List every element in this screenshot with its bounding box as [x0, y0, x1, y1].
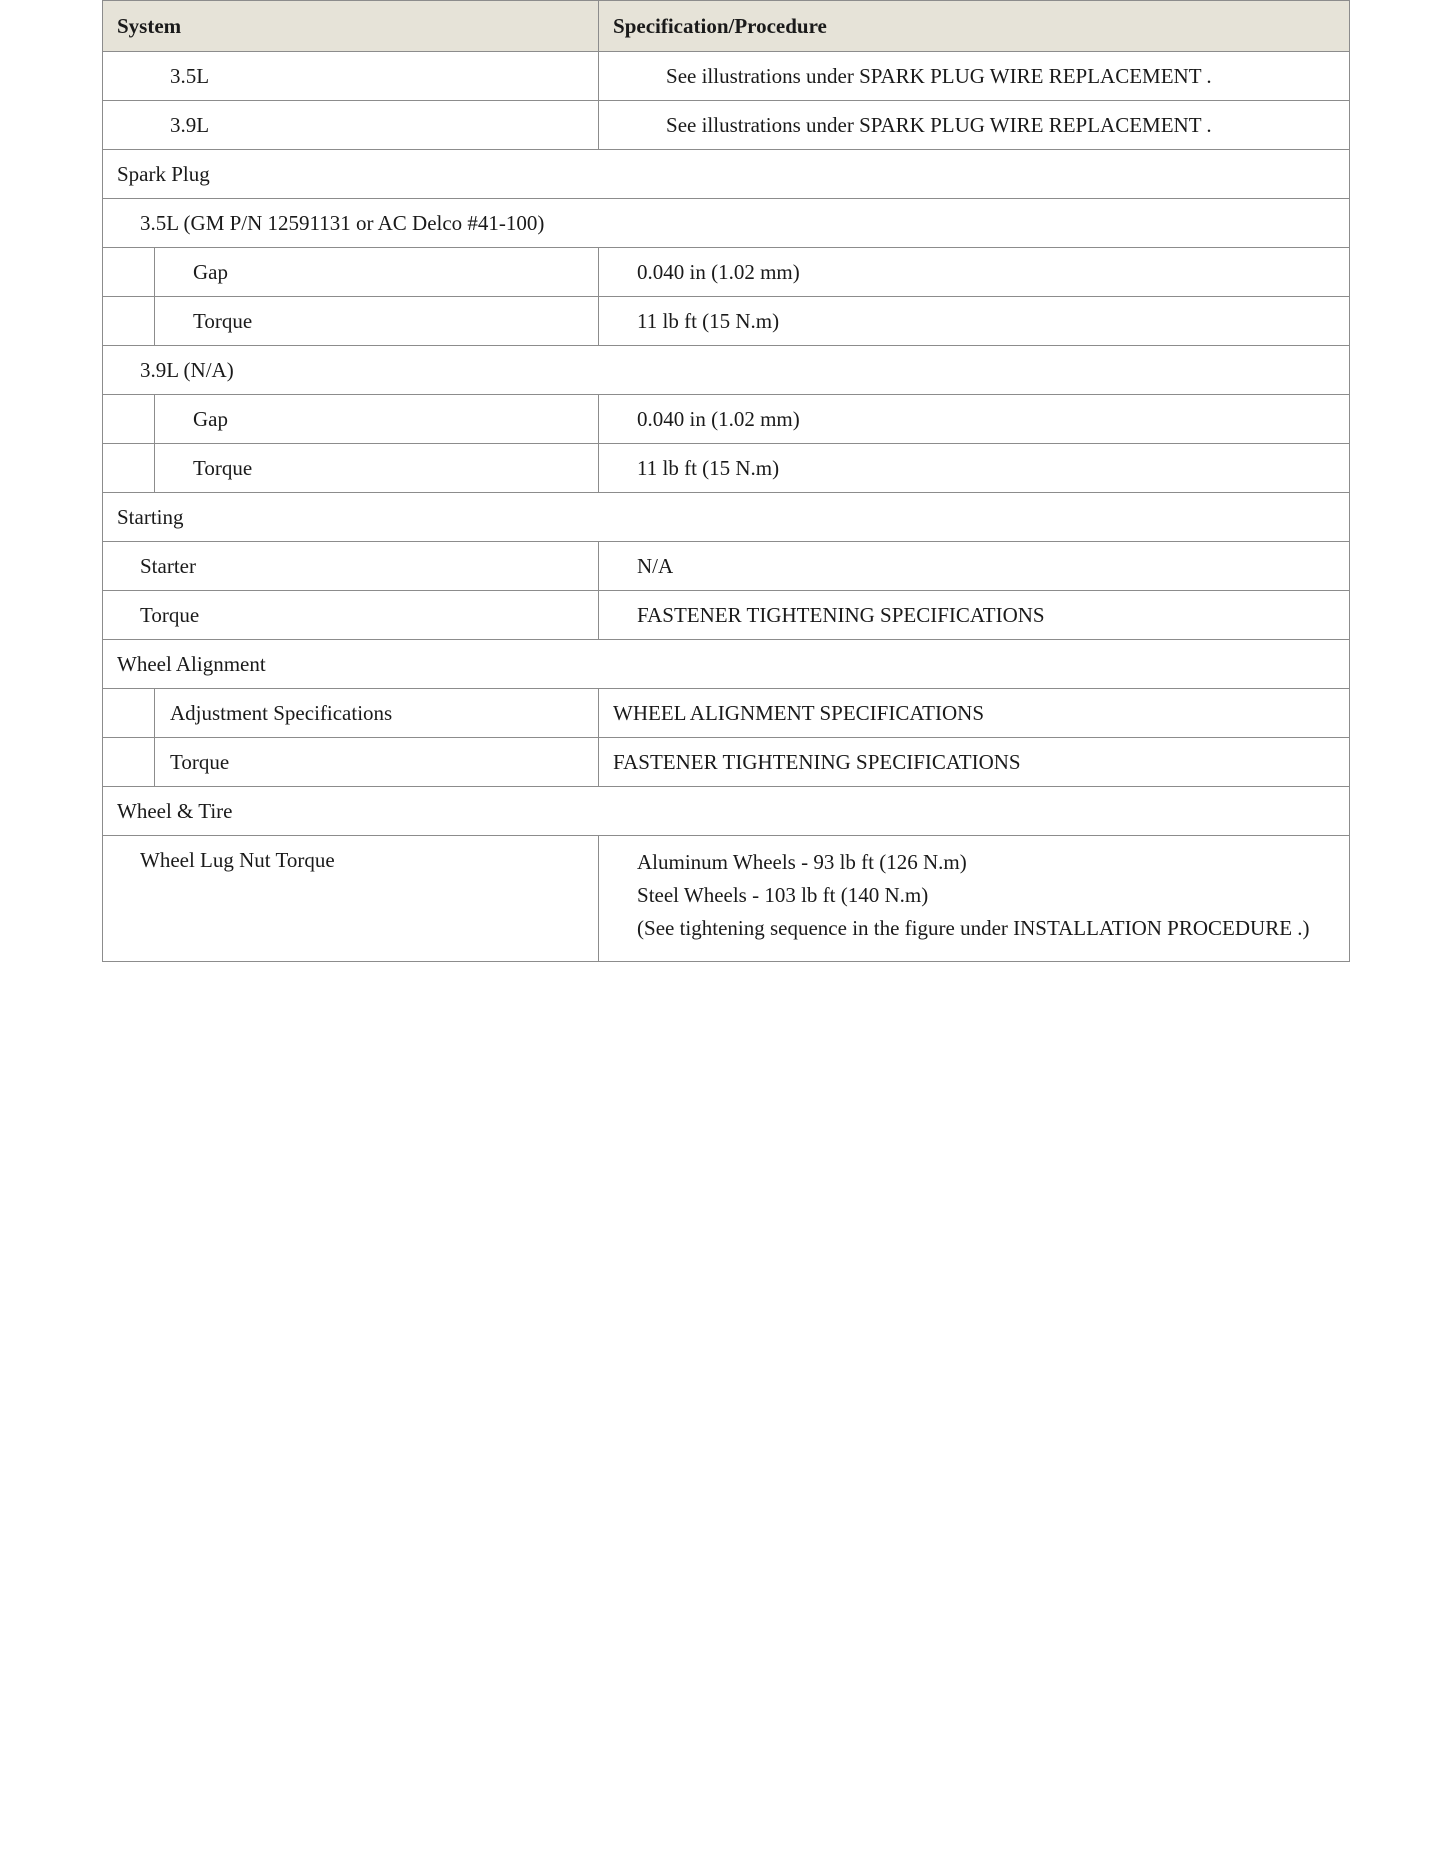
table-row: [103, 542, 1350, 591]
indent-cell: [103, 444, 155, 493]
table-row: [103, 689, 1350, 738]
indent-cell: [103, 248, 155, 297]
section-row: [103, 640, 1350, 689]
subsection-spark-plug-3-5l: 3.5L (GM P/N 12591131 or AC Delco #41-100): [103, 199, 1350, 248]
starter-label: Starter: [103, 542, 599, 591]
lug-nut-torque-value: [599, 836, 1350, 962]
table-header-row: [103, 1, 1350, 52]
lug-nut-torque-label: Wheel Lug Nut Torque: [103, 836, 599, 962]
row-system-3-9l: 3.9L: [103, 101, 599, 150]
indent-cell: [103, 738, 155, 787]
torque-value: 11 lb ft (15 N.m): [599, 444, 1350, 493]
aluminum-wheels-line: Aluminum Wheels - 93 lb ft (126 N.m): [637, 850, 967, 874]
table-row: [103, 52, 1350, 101]
table-row: [103, 297, 1350, 346]
subsection-row: [103, 346, 1350, 395]
table-row: [103, 738, 1350, 787]
header-specification: Specification/Procedure: [599, 1, 1350, 52]
section-wheel-alignment: Wheel Alignment: [103, 640, 1350, 689]
alignment-torque-value: FASTENER TIGHTENING SPECIFICATIONS: [599, 738, 1350, 787]
torque-label: Torque: [155, 297, 599, 346]
starting-torque-label: Torque: [103, 591, 599, 640]
section-wheel-tire: Wheel & Tire: [103, 787, 1350, 836]
steel-wheels-line: Steel Wheels - 103 lb ft (140 N.m): [637, 883, 929, 907]
table-row: [103, 248, 1350, 297]
tightening-sequence-note: (See tightening sequence in the figure under INSTALLATION PROCEDURE .): [637, 916, 1310, 940]
adjustment-specifications-label: Adjustment Specifications: [155, 689, 599, 738]
gap-label: Gap: [155, 395, 599, 444]
row-spec-3-9l: See illustrations under SPARK PLUG WIRE REPLACEMENT .: [599, 101, 1350, 150]
torque-value: 11 lb ft (15 N.m): [599, 297, 1350, 346]
section-starting: Starting: [103, 493, 1350, 542]
table-row: [103, 444, 1350, 493]
section-row: [103, 150, 1350, 199]
table-row: [103, 591, 1350, 640]
section-spark-plug: Spark Plug: [103, 150, 1350, 199]
alignment-torque-label: Torque: [155, 738, 599, 787]
starter-value: N/A: [599, 542, 1350, 591]
starting-torque-value: FASTENER TIGHTENING SPECIFICATIONS: [599, 591, 1350, 640]
section-row: [103, 493, 1350, 542]
row-system-3-5l: 3.5L: [103, 52, 599, 101]
gap-value: 0.040 in (1.02 mm): [599, 248, 1350, 297]
indent-cell: [103, 689, 155, 738]
section-row: [103, 787, 1350, 836]
table-row: [103, 395, 1350, 444]
specification-table: [102, 0, 1350, 962]
torque-label: Torque: [155, 444, 599, 493]
header-system: System: [103, 1, 599, 52]
subsection-spark-plug-3-9l: 3.9L (N/A): [103, 346, 1350, 395]
gap-value: 0.040 in (1.02 mm): [599, 395, 1350, 444]
subsection-row: [103, 199, 1350, 248]
adjustment-specifications-value: WHEEL ALIGNMENT SPECIFICATIONS: [599, 689, 1350, 738]
row-spec-3-5l: See illustrations under SPARK PLUG WIRE REPLACEMENT .: [599, 52, 1350, 101]
table-row: [103, 101, 1350, 150]
table-row: [103, 836, 1350, 962]
indent-cell: [103, 297, 155, 346]
gap-label: Gap: [155, 248, 599, 297]
indent-cell: [103, 395, 155, 444]
